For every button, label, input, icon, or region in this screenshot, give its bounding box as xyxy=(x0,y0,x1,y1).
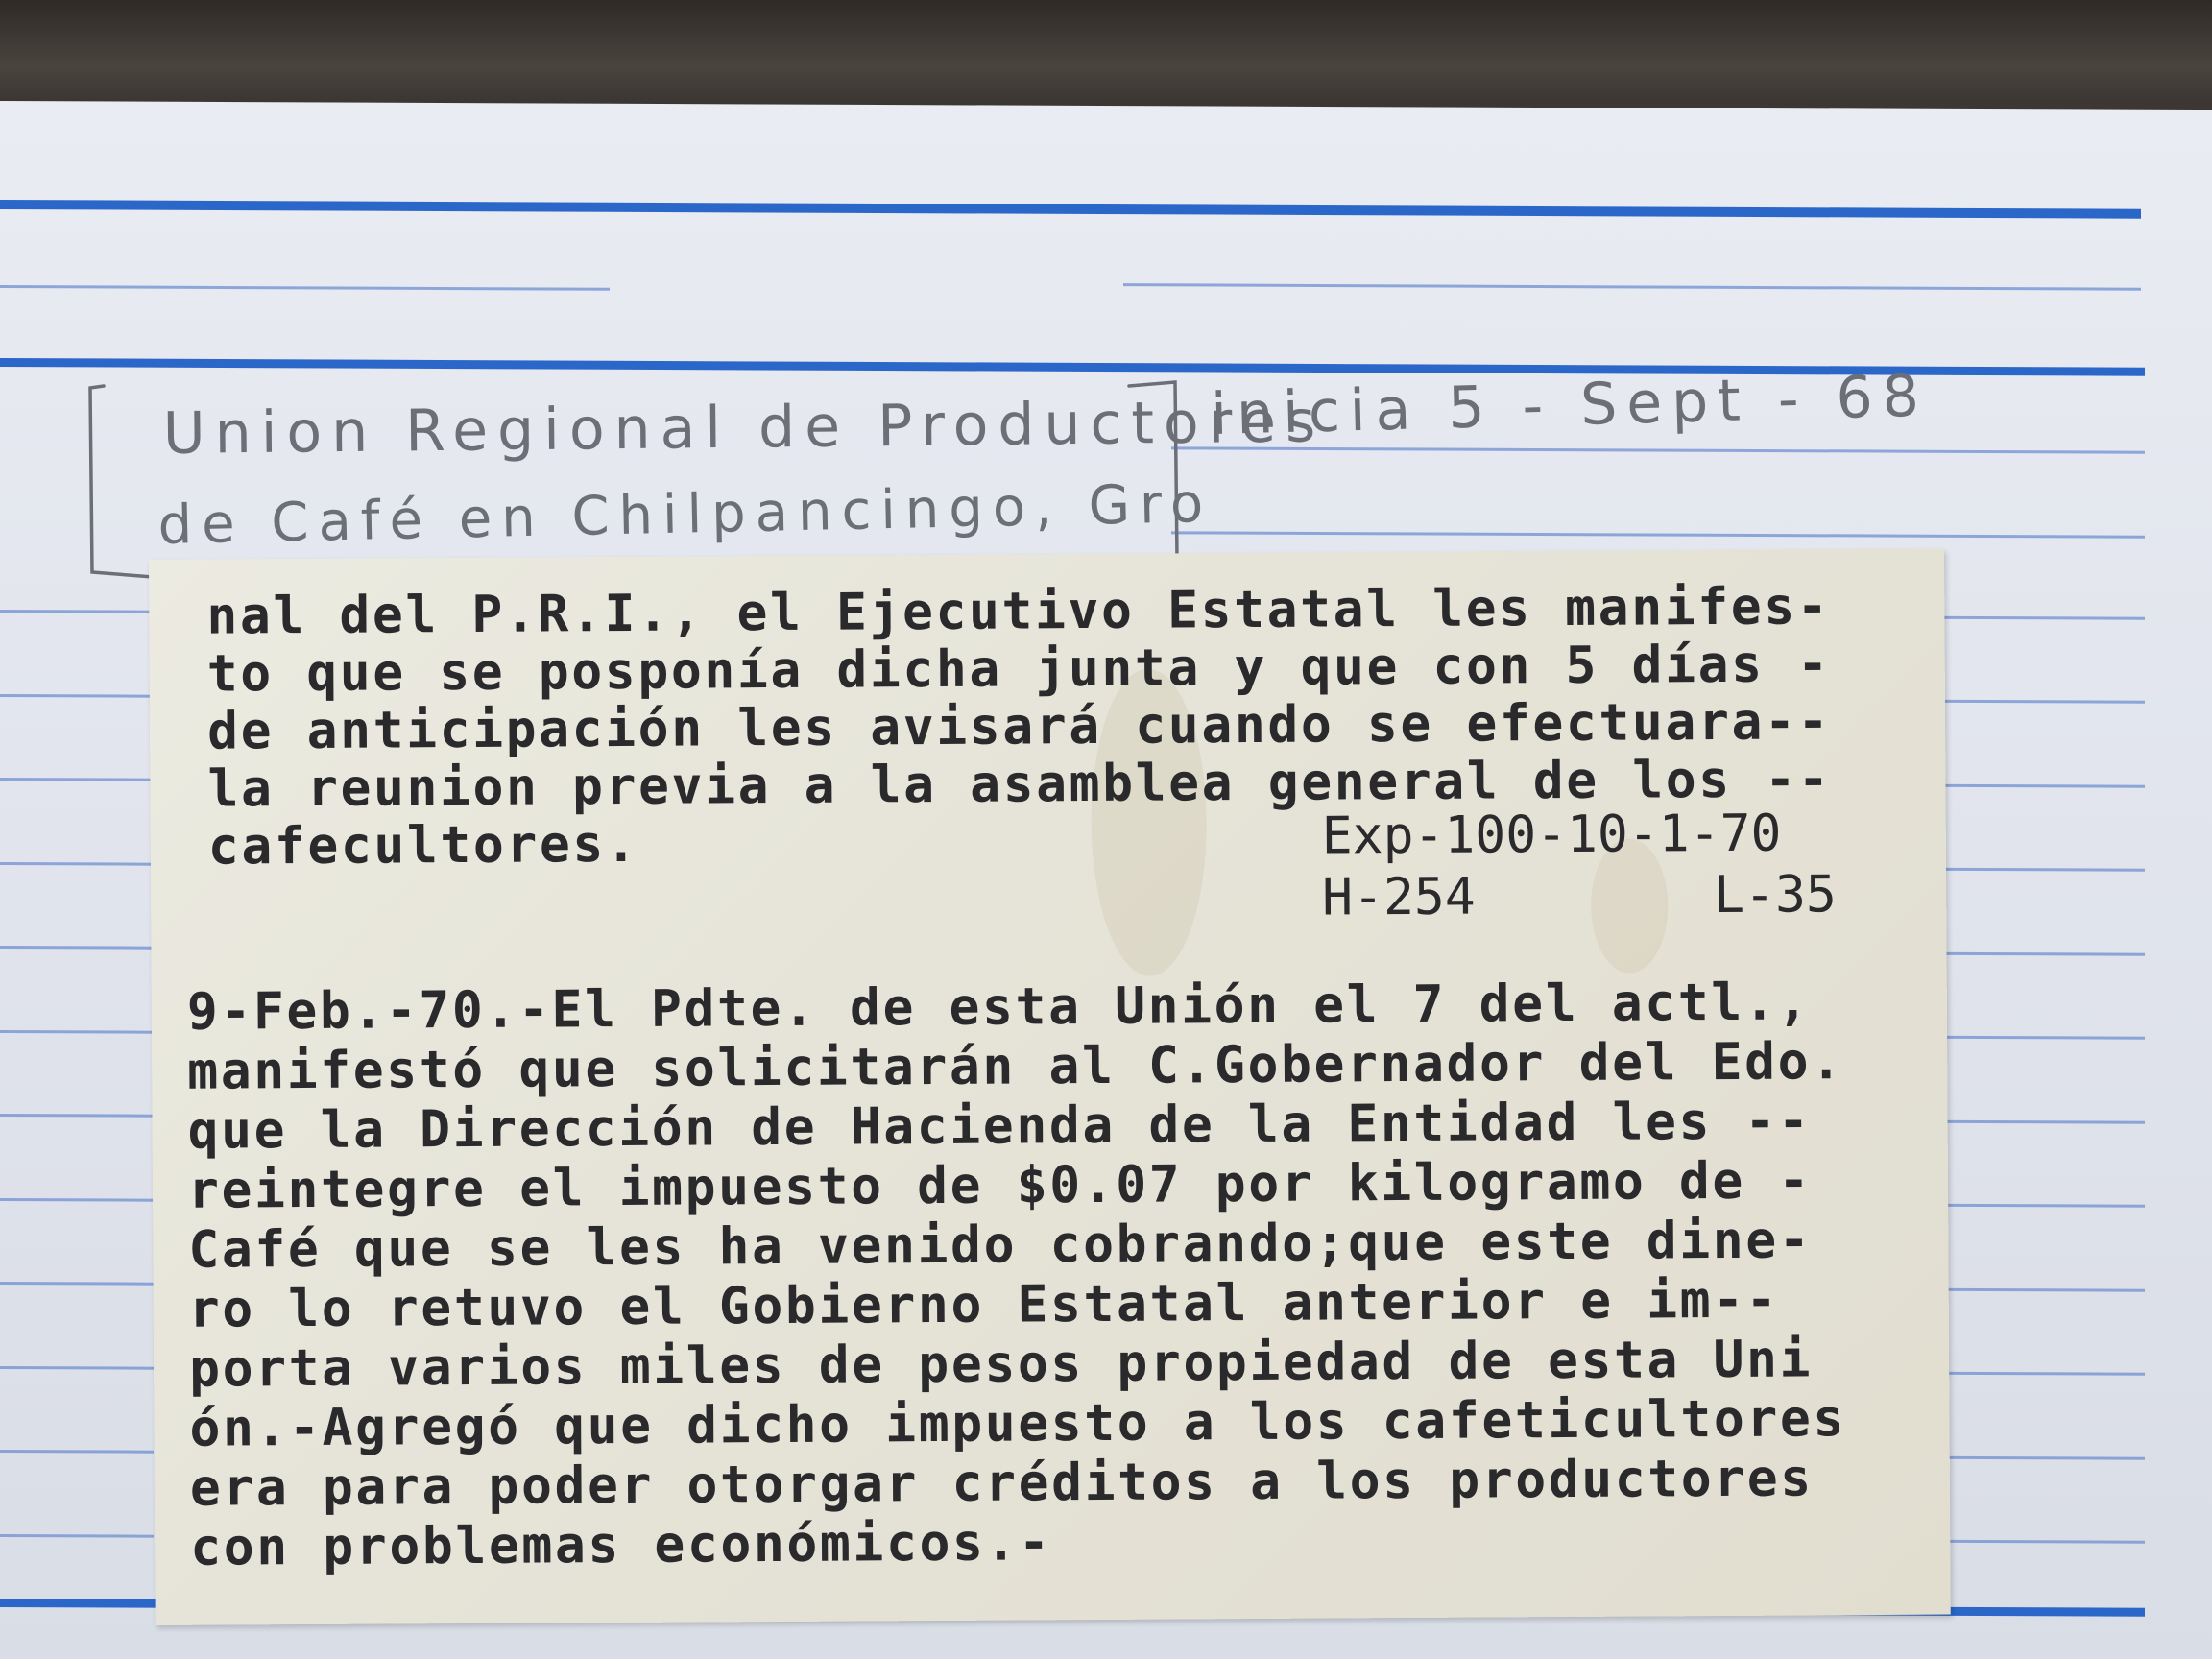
card-rule xyxy=(1939,1204,2145,1208)
card-rule xyxy=(0,1114,154,1118)
para2-line: 9-Feb.-70.-El Pdte. de esta Unión el 7 del actl., xyxy=(186,973,1811,1042)
para2-line: reintegre el impuesto de $0.07 por kilogramo de - xyxy=(187,1151,1813,1220)
card-rule xyxy=(1939,952,2145,956)
para2-line: manifestó que solicitarán al C.Gobernador del Edo. xyxy=(187,1032,1844,1101)
card-rule xyxy=(0,946,154,950)
card-rule xyxy=(0,1450,154,1454)
card-rule xyxy=(1939,1288,2145,1292)
para2-line: que la Dirección de Hacienda de la Entidad les -- xyxy=(187,1092,1812,1161)
heading-line-1: Union Regional de Productores xyxy=(162,388,1326,468)
reference-legajo: L-35 xyxy=(1713,865,1837,926)
card-rule xyxy=(1939,1372,2145,1376)
handwritten-heading xyxy=(0,0,2212,614)
card-rule xyxy=(0,1366,154,1370)
para2-line: ón.-Agregó que dicho impuesto a los cafeticultores xyxy=(189,1389,1847,1458)
para1-line: nal del P.R.I., el Ejecutivo Estatal les manifes- xyxy=(206,577,1831,646)
typewritten-clipping xyxy=(149,549,1951,1625)
reference-hoja: H-254 xyxy=(1321,867,1476,927)
card-rule xyxy=(1939,1456,2145,1460)
para1-line: de anticipación les avisará cuando se efectuara-- xyxy=(206,692,1832,761)
card-rule xyxy=(0,862,154,866)
para2-line: Café que se les ha venido cobrando;que este dine- xyxy=(188,1211,1813,1280)
card-rule xyxy=(1939,616,2145,620)
card-rule xyxy=(1939,784,2145,788)
card-rule xyxy=(0,1534,154,1538)
card-rule xyxy=(1939,868,2145,872)
heading-line-2: de Café en Chilpancingo, Gro xyxy=(156,472,1214,557)
para1-line: to que se posponía dicha junta y que con 5 días - xyxy=(206,635,1831,704)
reference-expediente: Exp-100-10-1-70 xyxy=(1321,804,1782,866)
card-rule xyxy=(0,1282,154,1286)
para1-line: cafecultores. xyxy=(207,814,639,877)
card-rule xyxy=(0,694,154,698)
para2-line: con problemas económicos.- xyxy=(190,1513,1052,1577)
para1-line: la reunion previa a la asamblea general de los -- xyxy=(207,750,1832,819)
para2-line: era para poder otorgar créditos a los productores xyxy=(189,1449,1815,1518)
card-rule xyxy=(1939,700,2145,704)
heading-start-note: inicia 5 - Sept - 68 xyxy=(1210,362,1930,448)
card-rule xyxy=(0,1030,154,1034)
para2-line: porta varios miles de pesos propiedad de esta Uni xyxy=(188,1330,1814,1399)
card-rule xyxy=(0,778,154,781)
card-rule xyxy=(0,1198,154,1202)
card-rule xyxy=(1939,1036,2145,1040)
card-rule xyxy=(1939,1120,2145,1124)
para2-line: ro lo retuvo el Gobierno Estatal anterior e im-- xyxy=(188,1270,1780,1339)
card-rule xyxy=(1939,1540,2145,1544)
